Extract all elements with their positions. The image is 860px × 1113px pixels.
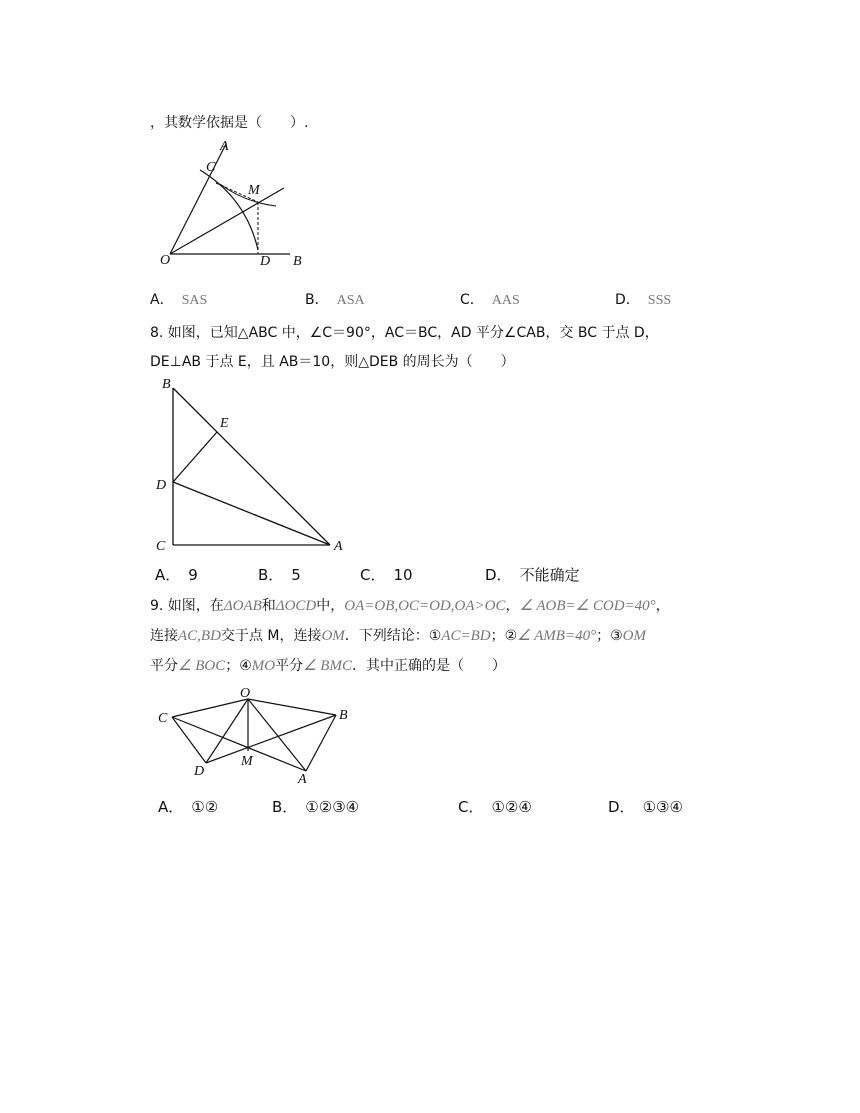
- q9-option-d[interactable]: D． ①③④: [608, 798, 683, 816]
- seg-de: [173, 432, 217, 482]
- label-c: C: [206, 160, 216, 175]
- label-b: B: [293, 254, 302, 269]
- label-m: M: [248, 183, 260, 198]
- label-a: A: [220, 140, 229, 154]
- label-b: B: [339, 708, 348, 723]
- q7-option-a[interactable]: A． SAS: [150, 292, 208, 308]
- label-c: C: [156, 539, 166, 554]
- q7-option-d[interactable]: D． SSS: [615, 292, 672, 308]
- q9-figure: [150, 683, 360, 788]
- seg-oc: [172, 699, 248, 717]
- label-d: D: [156, 478, 167, 493]
- q8-option-c[interactable]: C． 10: [360, 566, 413, 584]
- label-m: M: [241, 754, 253, 769]
- seg-oa: [248, 699, 306, 771]
- q8-stem-line2: DE⊥AB 于点 E，且 AB＝10，则△DEB 的周长为（ ）: [150, 354, 515, 370]
- q8-figure: [150, 370, 360, 560]
- label-c: C: [158, 711, 168, 726]
- q9-stem-line1: 9. 如图，在ΔOAB和ΔOCD中，OA=OB,OC=OD,OA>OC，∠ AOB=∠ COD=40°，: [150, 598, 670, 614]
- q9-stem-line2: 连接AC,BD交于点 M，连接OM．下列结论：①AC=BD；②∠ AMB=40°；③OM: [150, 628, 646, 644]
- q7-figure: [150, 140, 320, 270]
- seg-ab: [173, 388, 330, 545]
- label-e: E: [220, 416, 229, 431]
- label-b: B: [162, 377, 171, 392]
- label-o: O: [160, 253, 171, 268]
- q9-option-b[interactable]: B． ①②③④: [272, 798, 360, 816]
- label-a: A: [298, 772, 307, 787]
- q9-stem-line3: 平分∠ BOC；④MO平分∠ BMC．其中正确的是（ ）: [150, 658, 506, 674]
- q8-option-d[interactable]: D． 不能确定: [485, 566, 580, 584]
- label-d: D: [194, 764, 205, 779]
- q9-option-c[interactable]: C． ①②④: [458, 798, 532, 816]
- q7-option-c[interactable]: C． AAS: [460, 292, 520, 308]
- q8-stem-line1: 8. 如图，已知△ABC 中，∠C＝90°，AC＝BC，AD 平分∠CAB，交 BC 于点 D，: [150, 325, 659, 341]
- q7-stem-tail: ，其数学依据是（ ）.: [150, 115, 309, 131]
- arc-cd: [200, 170, 258, 250]
- q8-option-a[interactable]: A． 9: [155, 566, 198, 584]
- seg-ba: [306, 715, 336, 771]
- q7-option-b[interactable]: B． ASA: [305, 292, 365, 308]
- label-d: D: [260, 254, 271, 269]
- label-o: O: [240, 686, 251, 701]
- q8-option-b[interactable]: B． 5: [258, 566, 301, 584]
- seg-ad: [173, 482, 330, 545]
- q9-option-a[interactable]: A． ①②: [158, 798, 219, 816]
- seg-ob: [248, 699, 336, 715]
- label-a: A: [334, 539, 343, 554]
